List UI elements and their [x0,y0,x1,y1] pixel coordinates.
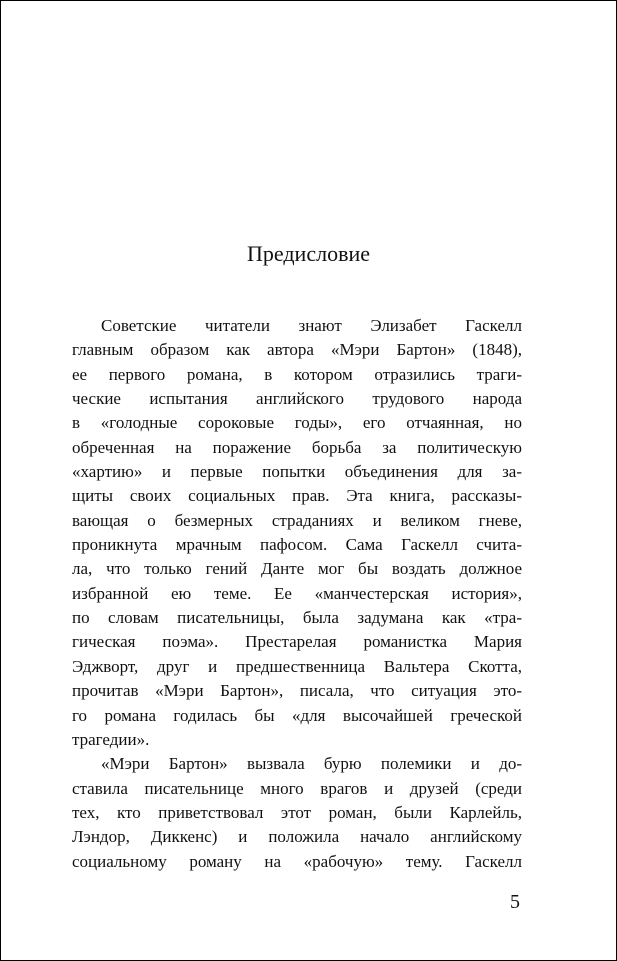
text-line: ческие испытания английского трудового народа [72,389,522,409]
text-line: по словам писательницы, была задумана как «тра- [72,608,522,628]
text-line: трагедии». [72,729,150,749]
text-line: избранной ею теме. Ее «манчестерская история», [72,583,522,603]
text-line: прочитав «Мэри Бартон», писала, что ситуация это- [72,681,522,701]
text-line: Советские читатели знают Элизабет Гаскелл [101,316,522,335]
text-line: Эджворт, друг и предшественница Вальтера Скотта, [72,656,522,676]
text-line: «хартию» и первые попытки объединения для за- [72,462,522,482]
text-line: ставила писательнице много врагов и друзей (среди [72,778,522,798]
text-line: в «голодные сороковые годы», его отчаянная, но [72,413,522,433]
page-number: 5 [510,891,520,913]
text-line: гическая поэма». Престарелая романистка Мария [72,632,522,652]
text-line: щиты своих социальных прав. Эта книга, рассказы- [72,486,522,506]
text-line: главным образом как автора «Мэри Бартон» (1848), [72,340,522,360]
body-text [72,314,522,874]
text-line: тех, кто приветствовал этот роман, были Карлейль, [72,802,522,822]
text-line: ла, что только гений Данте мог бы воздать должное [72,559,522,579]
page-title: Предисловие [247,241,370,266]
text-line: Лэндор, Диккенс) и положила начало английскому [72,827,522,847]
text-line: «Мэри Бартон» вызвала бурю полемики и до- [101,754,522,774]
text-line: социальному роману на «рабочую» тему. Гаскелл [72,851,522,871]
text-line: проникнута мрачным пафосом. Сама Гаскелл счита- [72,535,522,555]
text-line: ее первого романа, в котором отразились траги- [72,364,522,384]
text-line: го романа годилась бы «для высочайшей греческой [72,705,522,725]
text-line: обреченная на поражение борьба за политическую [72,437,522,457]
text-line: вающая о безмерных страданиях и великом гневе, [72,510,522,530]
